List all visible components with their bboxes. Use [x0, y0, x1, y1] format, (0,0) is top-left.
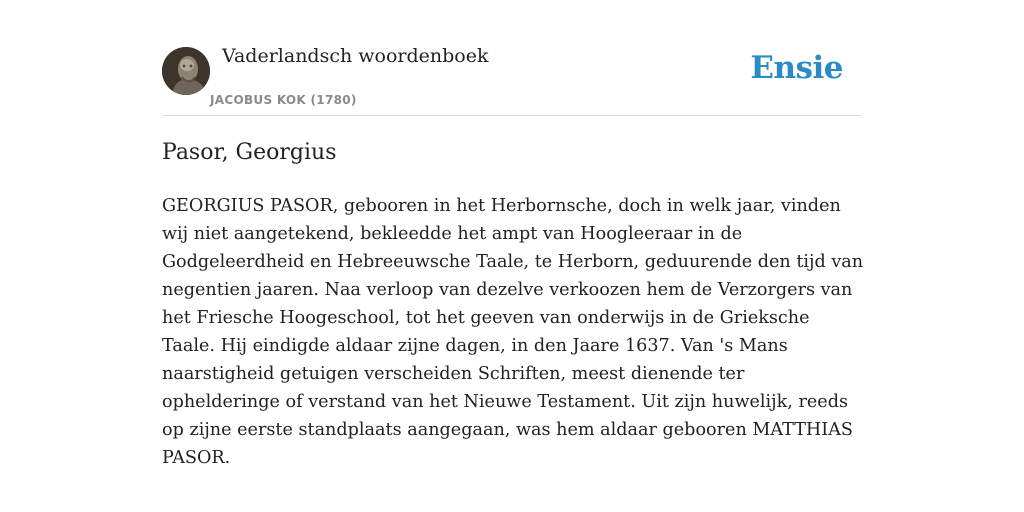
author-portrait-icon[interactable]: [162, 47, 210, 95]
book-title-link[interactable]: Vaderlandsch woordenboek: [222, 45, 489, 67]
entry-body: GEORGIUS PASOR, gebooren in het Herbornsche, doch in welk jaar, vinden wij niet aangetekend, bekleedde het ampt van Hoogleeraar in de Godgeleerdheid en Hebreeuwsche Taale, te Herborn, geduurende den tijd van negentien jaaren. Naa verloop van dezelve verkoozen hem de Verzorgers van het Friesche Hoogeschool, tot het geeven van onderwijs in de Grieksche Taale. Hij eindigde aldaar zijne dagen, in den Jaare 1637. Van 's Mans naarstigheid getuigen verscheiden Schriften, meest dienende ter ophelderinge of verstand van het Nieuwe Testament. Uit zijn huwelijk, reeds op zijne eerste standplaats aangegaan, was hem aldaar gebooren MATTHIAS PASOR.: [162, 196, 864, 468]
author-byline: JACOBUS KOK (1780): [210, 93, 357, 107]
header: [162, 0, 862, 116]
entry-title: Pasor, Georgius: [162, 140, 337, 165]
brand-logo-link[interactable]: Ensie: [750, 50, 843, 86]
